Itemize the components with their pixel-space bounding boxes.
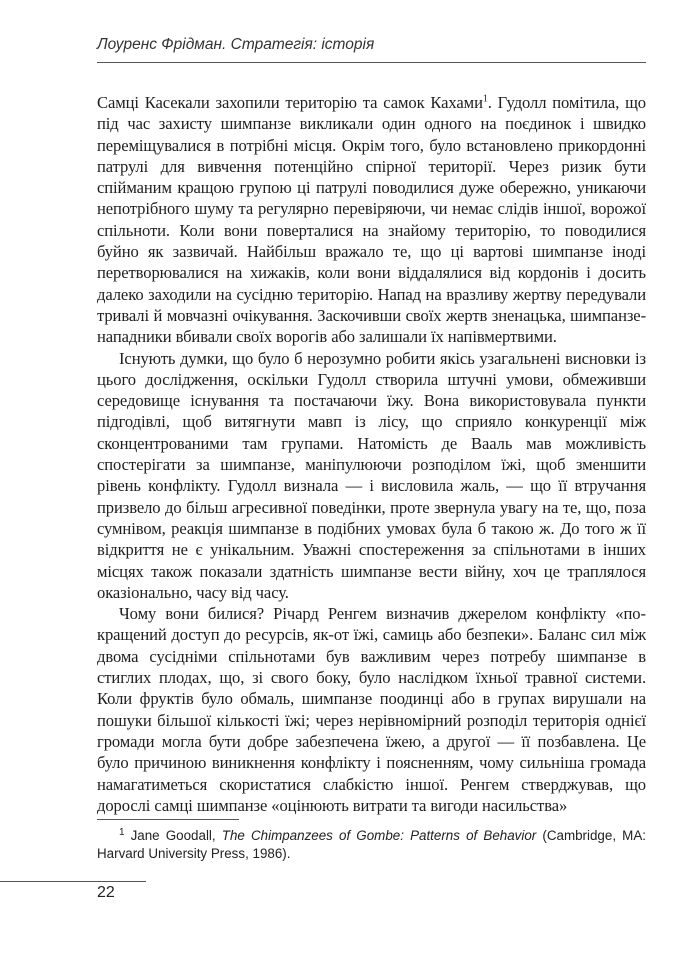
page-number-rule — [0, 881, 146, 882]
header-rule — [97, 62, 646, 63]
footnote-author: Jane Goodall, — [130, 828, 222, 843]
paragraph-1-text-a: Самці Касекали захопили територію та самок Кахами — [97, 93, 483, 112]
page-number: 22 — [97, 884, 115, 901]
running-head: Лоуренс Фрідман. Стратегія: історія — [97, 36, 375, 53]
footnote-rule — [97, 819, 239, 820]
footnote-reference[interactable]: 1 — [482, 93, 488, 105]
footnote-publication: (Cambridge, MA: Harvard University Press, 1986). — [97, 828, 646, 861]
paragraph-1 — [97, 92, 646, 348]
paragraph-2: Існують думки, що було б нерозумно робити якісь узагальнені висновки із цього дослідження, оскільки Гудолл створила штучні умови, обмеживши середовище існування та постачаючи їжу. Вона використовувала пункти підгодівлі, щоб витягнути мавп із лісу, що сприяло конкуренції між сконцентрованими там групами. Натомість де Вааль мав можливість спостерігати за шимпанзе, маніпулюючи розподілом їжі, щоб зменшити рівень конфлікту. Гудолл визнала — і висловила жаль, — що її втручання призвело до більш агресивної поведінки, проте звернула увагу на те, що, поза сумнівом, реакція шимпанзе в подібних умовах була б такою ж. До того ж її відкриття не є унікальним. Уважні спостереження за спільнотами в інших місцях також показали здатність шимпанзе вести війну, хоч це траплялося оказіонально, часу від часу. — [97, 348, 646, 602]
paragraph-3: Чому вони билися? Річард Ренгем визначив джерелом конфлікту «покращений доступ до ресурсів, як-от їжі, самиць або безпеки». Баланс сил між двома сусідніми спільнотами був важливим через потребу шимпанзе в стиглих плодах, що, зі свого боку, було наслідком їхньої травної системи. Коли фруктів було обмаль, шимпанзе поодинці або в групах вирушали на пошуки більшої кількості їжі; через нерівномірний розподіл територія однієї громади могла бути добре забезпечена їжею, а другої — її позбавлена. Це було причиною виникнення конфлікту і поясненням, чому сильніша громада намагатиметься скористатися слабкістю іншої. Ренгем стверджував, що дорослі самці шимпанзе «оцінюють витрати та вигоди насильства» — [97, 604, 646, 815]
footnote-marker: 1 — [119, 826, 125, 838]
body-text — [97, 92, 646, 816]
footnote — [97, 827, 646, 863]
footnote-title: The Chimpanzees of Gombe: Patterns of Behavior — [221, 828, 537, 843]
paragraph-1-text-b: . Гудолл помітила, що під час захисту шимпанзе викликали один одного на поєдинок і швидко переміщувалися в потрібні місця. Окрім того, було встановлено прикордонні патрулі для вивчення потенційно спірної території. Через ризик бути спійманим кращою групою ці патрулі поводилися дуже обережно, уникаючи непотрібного шуму та регулярно перевіряючи, чи немає слідів іншої, ворожої спільноти. Коли вони поверталися на знайому територію, то поводилися буйно як зазвичай. Найбільш вражало те, що ці вартові шимпанзе іноді перетворювалися на хижаків, коли вони віддалялися від кордонів і досить далеко заходили на сусідню територію. Напад на вразливу жертву передували тривалі й мовчазні очікування. Заскочивши своїх жертв зненацька, шимпанзе-нападники вбивали своїх ворогів або залишали їх напівмертвими. — [97, 93, 646, 347]
